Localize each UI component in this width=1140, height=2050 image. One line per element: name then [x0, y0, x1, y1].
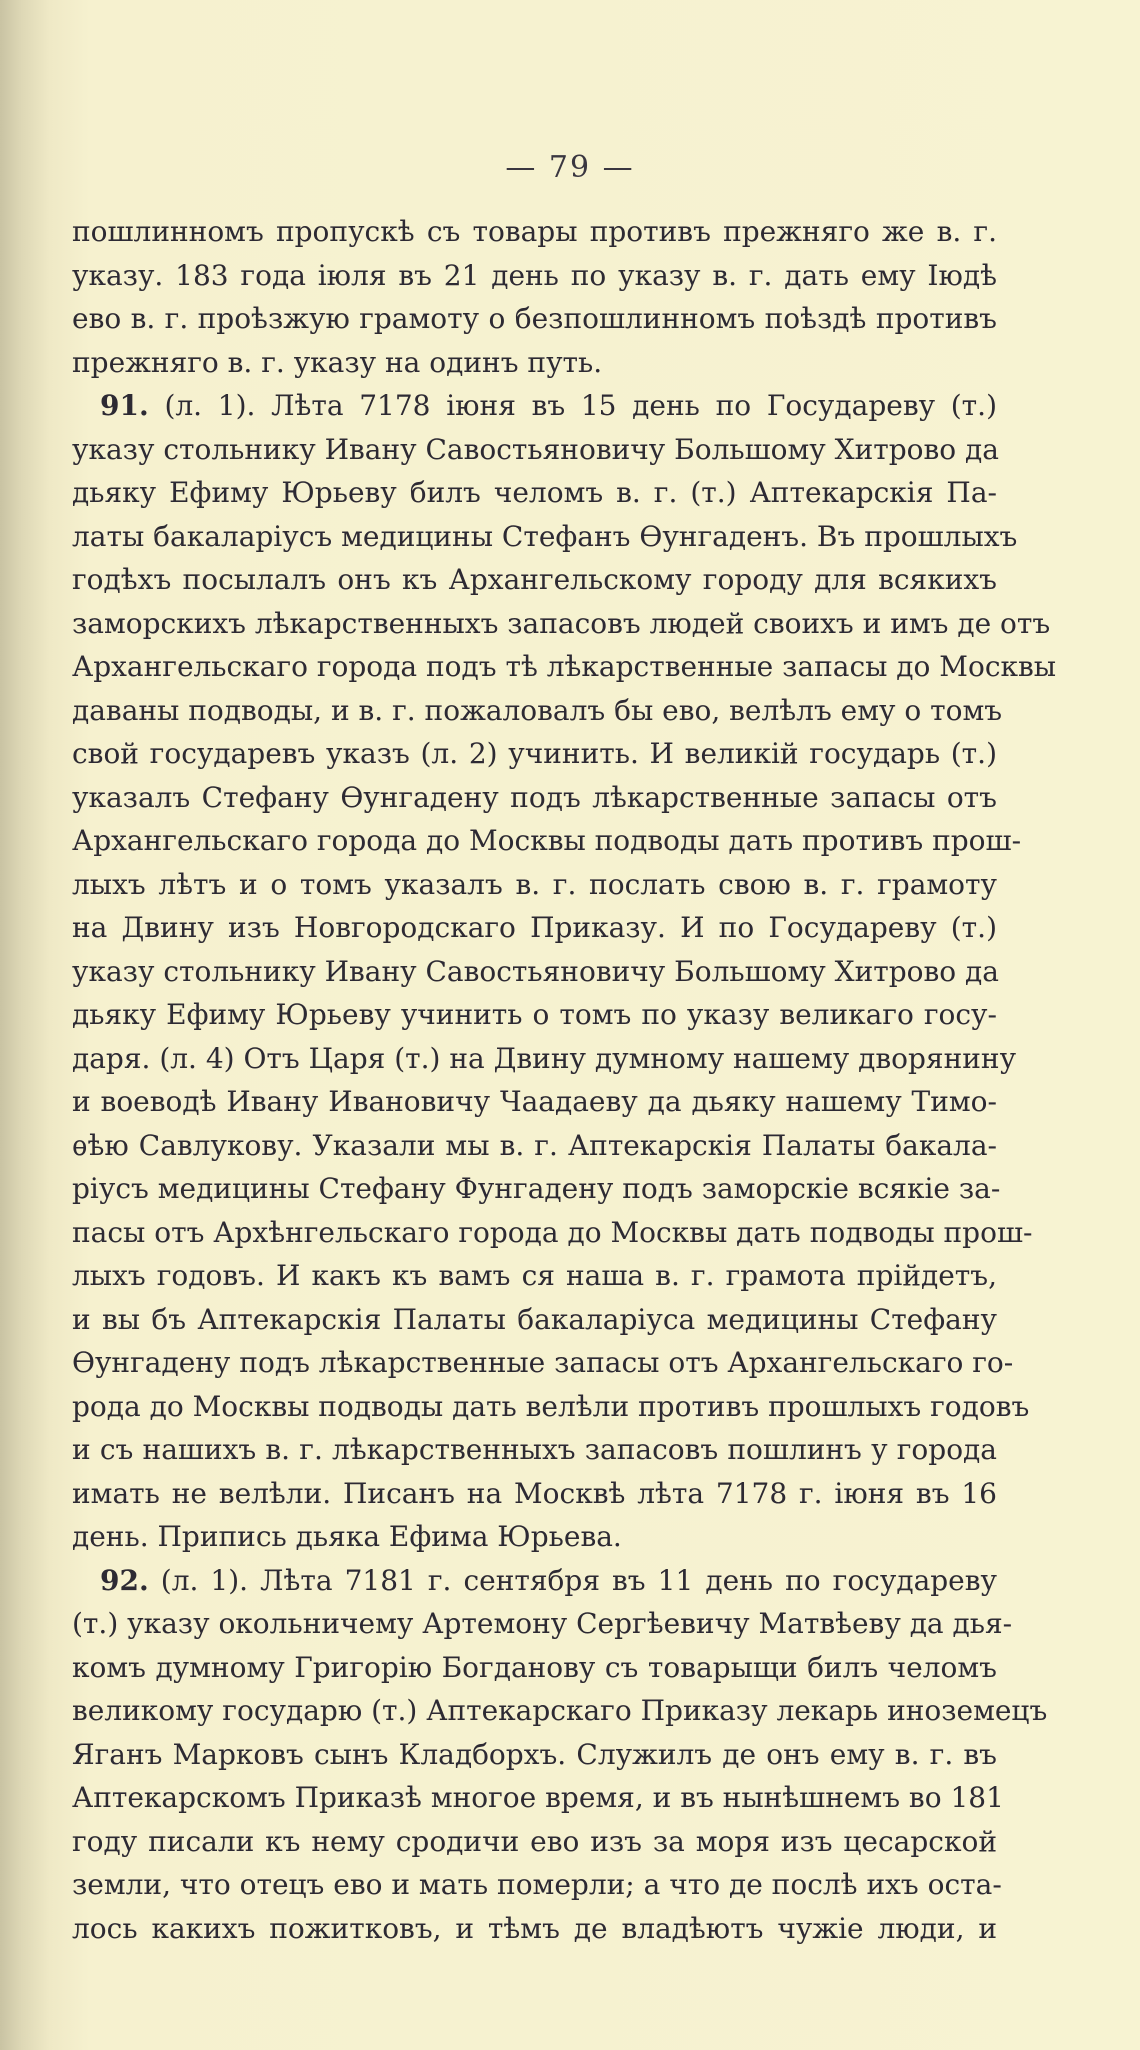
text-line: (л. 1). Лѣта 7178 iюня въ 15 день по Государеву (т.) [164, 389, 997, 422]
text-line: указу стольнику Ивану Савостьяновичу Большому Хитрово да [72, 432, 999, 466]
text-line: земли, что отецъ ево и мать померли; а что де послѣ ихъ оста- [72, 1868, 1002, 1901]
text-line: годѣхъ посылалъ онъ къ Архангельскому городу для всякихъ [72, 563, 997, 596]
text-line: на Двину изъ Новгородскаго Приказу. И по Государеву (т.) [72, 911, 997, 944]
text-line: свой государевъ указъ (л. 2) учинить. И великiй государь (т.) [72, 737, 997, 770]
text-line: ево в. г. проѣзжую грамоту о безпошлинномъ поѣздѣ противъ [72, 302, 997, 335]
text-line: пасы отъ Архѣнгельскаго города до Москвы дать подводы прош- [72, 1215, 1033, 1249]
text-line: комъ думному Григорiю Богданову съ товарыщи билъ челомъ [72, 1650, 997, 1684]
text-line: день. Припись дьяка Ефима Юрьева. [72, 1520, 622, 1553]
text-line: и съ нашихъ в. г. лѣкарственныхъ запасовъ пошлинъ у города [72, 1433, 997, 1466]
text-line: пошлинномъ пропускѣ съ товары противъ прежняго же в. г. [72, 215, 997, 248]
entry-number: 91. [100, 389, 149, 422]
text-line: прежняго в. г. указу на одинъ путь. [72, 345, 603, 379]
text-line: латы бакаларiусъ медицины Стефанъ Ѳунгаденъ. Въ прошлыхъ [72, 519, 1018, 553]
text-line: лось какихъ пожитковъ, и тѣмъ де владѣютъ чужiе люди, и [72, 1911, 997, 1945]
text-line: Архангельскаго города подъ тѣ лѣкарственные запасы до Москвы [72, 650, 1057, 683]
text-line: и вы бъ Аптекарскiя Палаты бакаларiуса медицины Стефану [72, 1302, 997, 1336]
text-line: Аптекарскомъ Приказѣ многое время, и въ нынѣшнемъ во 181 [72, 1781, 1004, 1814]
entry-92-first-line [72, 1559, 997, 1603]
document-text [72, 210, 1057, 1950]
text-line: указалъ Стефану Ѳунгадену подъ лѣкарственные запасы отъ [72, 780, 997, 814]
entry-number: 92. [100, 1563, 149, 1597]
text-line: указу. 183 года iюля въ 21 день по указу в. г. дать ему Iюдѣ [72, 258, 997, 292]
entry-91-first-line [72, 384, 997, 428]
text-line: рiусъ медицины Стефану Фунгадену подъ заморскiе всякiе за- [72, 1172, 1001, 1205]
text-line: великому государю (т.) Аптекарскаго Приказу лекарь иноземецъ [72, 1694, 1048, 1727]
text-line: заморскихъ лѣкарственныхъ запасовъ людей своихъ и имъ де отъ [72, 606, 1051, 640]
text-line: рода до Москвы подводы дать велѣли противъ прошлыхъ годовъ [72, 1389, 1030, 1423]
text-line: лыхъ годовъ. И какъ къ вамъ ся наша в. г. грамота прiйдетъ, [72, 1259, 997, 1292]
text-line: указу стольнику Ивану Савостьяновичу Большому Хитрово да [72, 954, 999, 988]
page-number: — 79 — [505, 150, 635, 185]
text-line: ѳѣю Савлукову. Указали мы в. г. Аптекарскiя Палаты бакала- [72, 1128, 997, 1162]
text-line: дьяку Ефиму Юрьеву билъ челомъ в. г. (т.) Аптекарскiя Па- [72, 476, 997, 509]
text-line: Ѳунгадену подъ лѣкарственные запасы отъ Архангельскаго го- [72, 1346, 1014, 1379]
text-line: имать не велѣли. Писанъ на Москвѣ лѣта 7178 г. iюня въ 16 [72, 1476, 997, 1510]
text-line: даря. (л. 4) Отъ Царя (т.) на Двину думному нашему дворянину [72, 1041, 1017, 1075]
text-line: Яганъ Марковъ сынъ Кладборхъ. Служилъ де онъ ему в. г. въ [72, 1737, 997, 1771]
text-line: и воеводѣ Ивану Ивановичу Чаадаеву да дьяку нашему Тимо- [72, 1085, 997, 1118]
text-line: даваны подводы, и в. г. пожаловалъ бы ево, велѣлъ ему о томъ [72, 693, 1003, 727]
text-line: (т.) указу окольничему Артемону Сергѣевичу Матвѣеву да дья- [72, 1607, 1013, 1640]
text-line: Архангельскаго города до Москвы подводы дать противъ прош- [72, 824, 1022, 857]
text-line: дьяку Ефиму Юрьеву учинить о томъ по указу великаго госу- [72, 998, 997, 1031]
text-line: (л. 1). Лѣта 7181 г. сентября въ 11 день по государеву [160, 1563, 997, 1597]
text-line: лыхъ лѣтъ и о томъ указалъ в. г. послать свою в. г. грамоту [72, 867, 997, 901]
text-line: году писали къ нему сродичи ево изъ за моря изъ цесарской [72, 1824, 997, 1858]
